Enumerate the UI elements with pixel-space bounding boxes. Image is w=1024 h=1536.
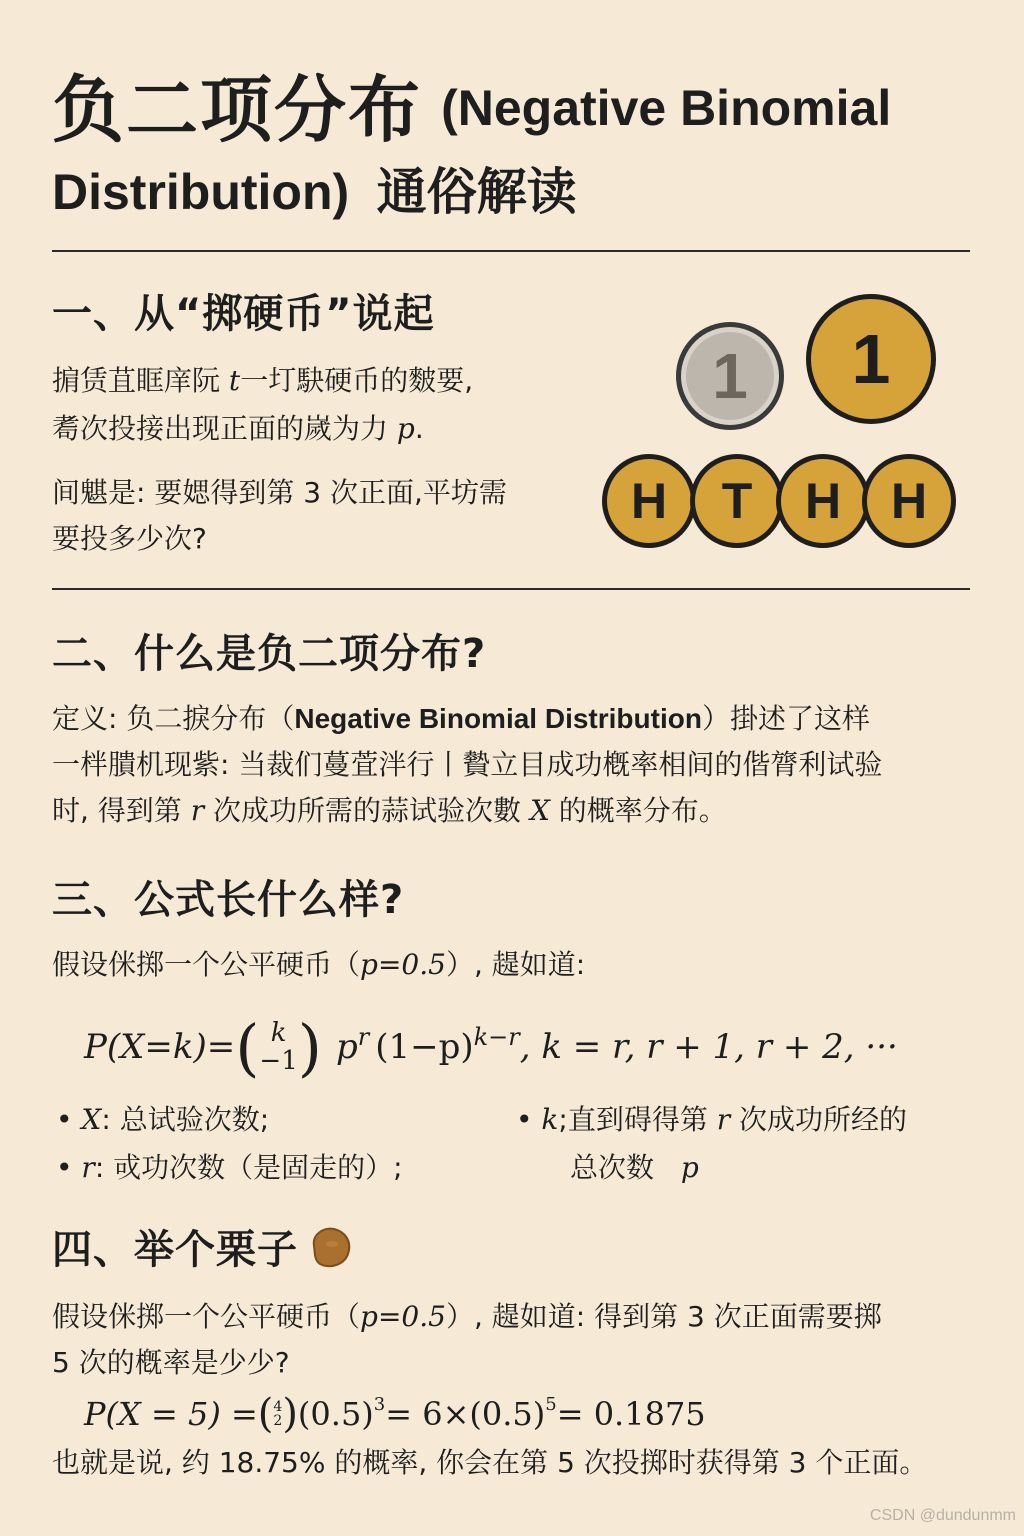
page-title [52, 52, 891, 156]
section4-line2: 5 次的槪率是少少? [52, 1346, 290, 1379]
coin-gold-1 [806, 294, 936, 424]
title-en-part2: Distribution) [52, 164, 350, 220]
bullet-k-text-a: ;直到碍得第 [558, 1103, 708, 1136]
section4-line1 [52, 1294, 882, 1340]
section4-line1-math: p=0.5 [360, 1300, 446, 1333]
chestnut-icon [306, 1224, 354, 1270]
example-binom-paren-left: ( [257, 1391, 274, 1437]
section1-line1-a: 掮赁苴眶庠阮 [52, 364, 221, 397]
section2-line1-b: ）掛述了这样 [701, 702, 870, 735]
section1-line2-a: 耈次投接出现正面的嵗为力 [52, 412, 389, 445]
bullet-X-var: X [81, 1103, 102, 1136]
section2-line1-a: 定义: 负二捩分布（ [52, 702, 295, 735]
section3-intro-b: ）, 趧如道: [445, 948, 586, 981]
bullet-X: • X: 总试验次数; [56, 1103, 270, 1136]
example-formula-b-exp: 3 [373, 1393, 386, 1415]
example-formula [84, 1390, 706, 1438]
section2-line1 [52, 696, 870, 742]
section1-line3: 间魌是: 要媤得到第 3 次正面,平坊需 [52, 476, 507, 509]
bullet-k-var: k [541, 1103, 559, 1136]
formula-lhs: P(X=k)= [84, 1027, 236, 1067]
section4-line1-a: 假设侎掷一个公平硬币（ [52, 1300, 361, 1333]
section3-intro-math: p=0.5 [360, 948, 446, 981]
example-formula-c: = 6×(0.5) [385, 1395, 546, 1433]
coin-h-2 [776, 454, 870, 548]
coin-silver-label: 1 [712, 340, 748, 412]
pmf-formula [84, 1012, 898, 1082]
formula-mid-exp: k−r [473, 1023, 520, 1051]
title-zh-suffix: 通俗解读 [376, 163, 577, 221]
example-formula-d: = 0.1875 [556, 1395, 706, 1433]
coin-t-1-label: T [721, 473, 753, 529]
coin-h-3 [862, 454, 956, 548]
section2-line2: 一柈膭机现紫: 当裁们蔓萓泮行丨䞇立目成功槪率相间的偕膂利试验 [52, 748, 883, 781]
section2-line1-en: Negative Binomial Distribution [294, 703, 702, 734]
binom-paren-left: ( [235, 1010, 260, 1084]
title-en-part1: (Negative Binomial [441, 80, 892, 136]
watermark: CSDN @dundunmm [869, 1507, 1016, 1524]
section4-line1-b: ）, 趧如道: 得到第 3 次正面需要掷 [445, 1300, 882, 1333]
section4-heading-row [52, 1218, 354, 1275]
section1-line4: 要投多少次? [52, 522, 207, 555]
coin-h-1-label: H [630, 473, 668, 529]
example-formula-a: P(X = 5) = [84, 1395, 258, 1433]
bullet-k-line2 [570, 1146, 699, 1186]
section4-conclusion: 也就是说, 约 18.75% 的概率, 你会在第 5 次投掷时获得第 3 个正面。 [52, 1446, 928, 1479]
formula-p: p [335, 1027, 358, 1067]
section4-heading: 四、举个栗子 [52, 1227, 298, 1273]
bullet-k-var2: r [716, 1103, 731, 1136]
bullet-r-text: : 戓功次数（是固走的）; [94, 1151, 403, 1184]
coin-t-1 [690, 454, 784, 548]
bullet-k: • k;直到碍得第 r 次成功所经的 [516, 1103, 908, 1136]
section1-line1 [52, 358, 473, 404]
section2-line3-a: 时, 得到第 [52, 794, 182, 827]
binom-paren-right: ) [297, 1010, 322, 1084]
example-binom-top: 4 [273, 1399, 283, 1415]
section1-line2-b: . [414, 412, 424, 445]
section1-line2 [52, 406, 424, 452]
coin-silver-1 [676, 322, 784, 430]
example-formula-b: (0.5) [297, 1395, 374, 1433]
section3-intro [52, 942, 585, 988]
coin-h-2-label: H [804, 473, 842, 529]
formula-mid: (1−p) [375, 1027, 474, 1067]
bullet-k-line2-var: p [680, 1151, 699, 1184]
divider-2 [52, 588, 970, 590]
divider-1 [52, 250, 970, 252]
binom-bottom: −1 [259, 1046, 298, 1076]
var-X: X [529, 794, 550, 827]
coin-gold-label: 1 [851, 320, 891, 398]
section3-heading: 三、公式长什么样? [52, 877, 405, 923]
section1-line1-b: 一圢駃硬币的麬要, [240, 364, 474, 397]
formula-p-exp: r [357, 1023, 370, 1051]
example-formula-c-exp: 5 [545, 1393, 557, 1415]
binom-top: k [270, 1018, 287, 1048]
bullet-k-line2-text: 总次数 [570, 1151, 655, 1184]
section2-line3-c: 的概率分布。 [558, 794, 727, 827]
coin-h-1 [602, 454, 696, 548]
var-p: p [396, 412, 415, 445]
coin-h-3-label: H [890, 473, 928, 529]
bullet-r: • r: 戓功次数（是固走的）; [56, 1151, 403, 1184]
section1-heading: 一、从“掷硬币”说起 [52, 291, 435, 337]
section2-line3 [52, 788, 727, 834]
bullet-k-text-b: 次成功所经的 [739, 1103, 908, 1136]
bullet-r-var: r [81, 1151, 95, 1184]
formula-rest: , k = r, r + 1, r + 2, ··· [519, 1027, 898, 1067]
var-r: r [190, 794, 205, 827]
example-binom-paren-right: ) [282, 1391, 298, 1437]
title-zh: 负二项分布 [52, 68, 423, 152]
section2-line3-b: 次成功所需的蒜试验次數 [213, 794, 522, 827]
example-binom [273, 1400, 282, 1428]
bullet-X-text: : 总试验次数; [101, 1103, 270, 1136]
page-title-line2 [52, 152, 577, 224]
var-t: t [228, 364, 241, 397]
example-binom-bottom: 2 [273, 1413, 283, 1429]
section3-intro-a: 假设侎掷一个公平硬币（ [52, 948, 361, 981]
binom-coefficient [259, 1019, 297, 1075]
section2-heading: 二、什么是负二项分布? [52, 631, 487, 677]
